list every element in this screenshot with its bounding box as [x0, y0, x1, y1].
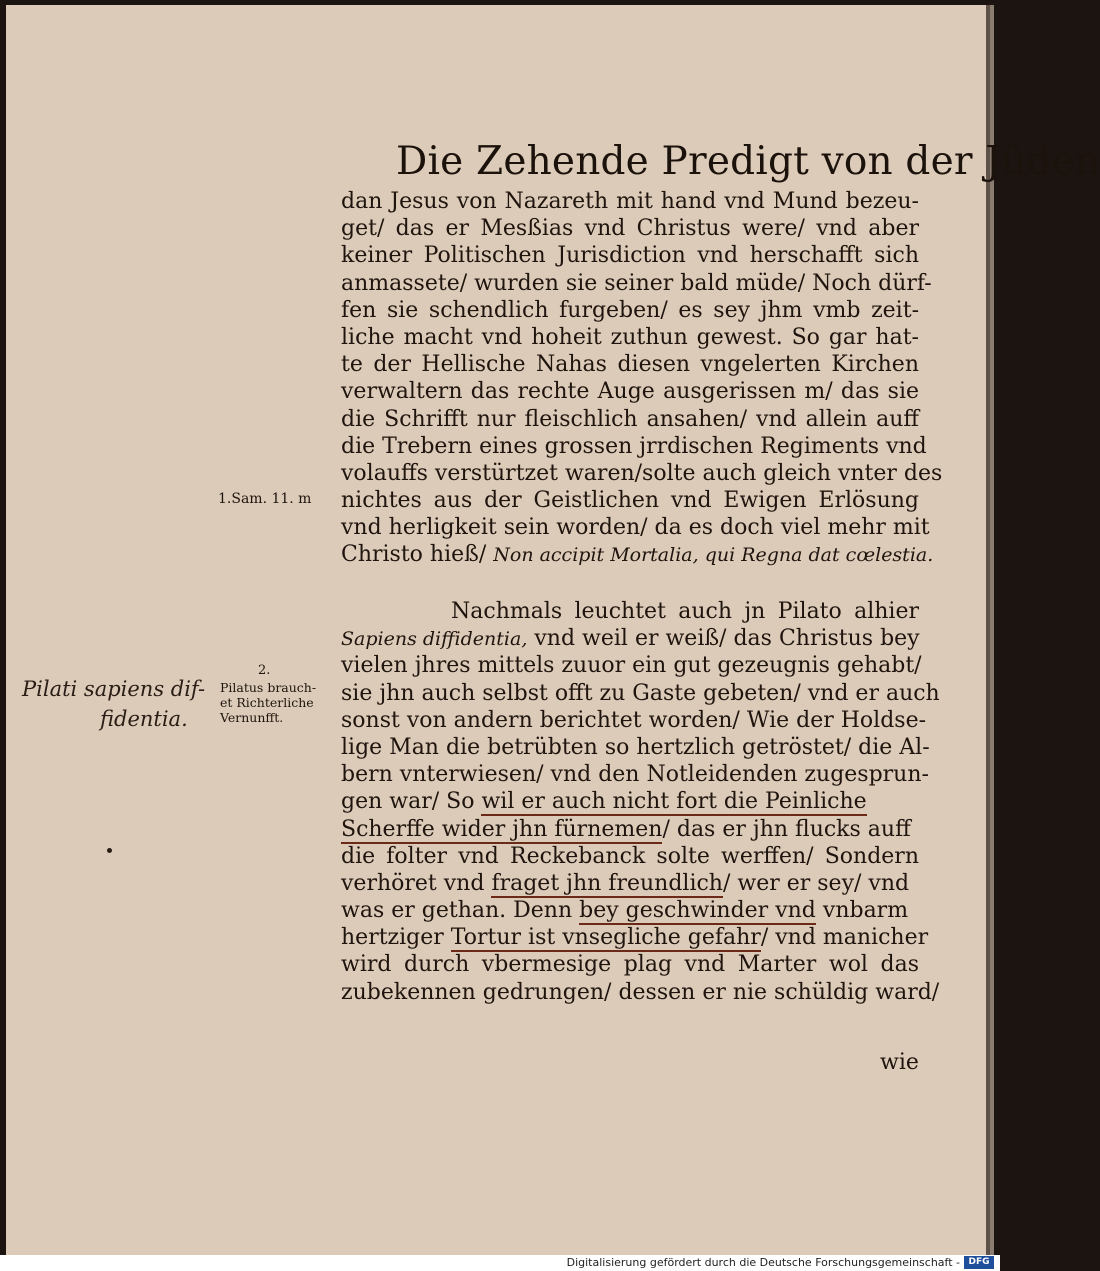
text-line: die folter vnd Reckebanck solte werffen/ Sondern	[341, 843, 919, 869]
text-line: die Trebern eines grossen jrrdischen Regiments vnd	[341, 433, 927, 459]
text-line	[341, 625, 919, 652]
text-line: vnd herligkeit sein worden/ da es doch viel mehr mit	[341, 515, 930, 541]
text-line	[341, 788, 919, 815]
text-line: sonst von andern berichtet worden/ Wie der Holdse-	[341, 707, 927, 733]
margin-number: 2.	[258, 663, 271, 678]
text-german: vnbarm	[815, 898, 909, 924]
running-header: Die Zehende Predigt von der Jüden	[396, 139, 1100, 184]
margin-reference: 1.Sam. 11. m	[218, 491, 312, 507]
text-line: volauffs verstürtzet waren/solte auch gleich vnter des	[341, 460, 943, 486]
text-line: wird durch vbermesige plag vnd Marter wol das	[341, 952, 919, 978]
handwritten-line: fidentia.	[100, 707, 188, 731]
text-german: verhöret vnd	[341, 870, 492, 896]
catchword: wie	[880, 1050, 919, 1075]
text-line	[341, 816, 919, 843]
text-line: fen sie schendlich furgeben/ es sey jhm vmb zeit-	[341, 297, 919, 323]
text-line: verwaltern das rechte Auge ausgerissen m/ das sie	[341, 379, 919, 405]
funding-notice: Digitalisierung gefördert durch die Deutsche Forschungsgemeinschaft -	[566, 1256, 960, 1269]
latin-quote: Non accipit Mortalia, qui Regna dat cœlestia.	[493, 544, 934, 567]
text-line	[341, 897, 919, 924]
handwritten-line: Pilati sapiens dif-	[22, 677, 206, 701]
text-line: anmassete/ wurden sie seiner bald müde/ Noch dürf-	[341, 270, 932, 296]
margin-note-line: et Richterliche	[220, 695, 314, 710]
text-german: was er gethan. Denn	[341, 898, 580, 924]
text-line: Nachmals leuchtet auch jn Pilato alhier	[451, 599, 919, 624]
scanned-page	[6, 5, 1100, 1255]
text-line: zubekennen gedrungen/ dessen er nie schüldig ward/	[341, 979, 940, 1005]
latin-phrase: Sapiens diffidentia,	[341, 628, 528, 651]
text-line	[341, 541, 934, 568]
underlined-phrase: wil er auch nicht fort die Peinliche	[481, 789, 867, 815]
text-line: vielen jhres mittels zuuor ein gut gezeugnis gehabt/	[341, 653, 922, 679]
dfg-logo: DFG	[964, 1256, 994, 1269]
text-line: nichtes aus der Geistlichen vnd Ewigen Erlösung	[341, 488, 919, 514]
page-edge	[990, 5, 994, 1255]
text-line: sie jhn auch selbst offt zu Gaste gebeten/ vnd er auch	[341, 680, 940, 706]
margin-note-line: Vernunfft.	[220, 710, 284, 725]
text-german: / das er jhn flucks auff	[662, 816, 911, 842]
text-german: / wer er sey/ vnd	[722, 870, 910, 896]
underlined-phrase: bey geschwinder vnd	[579, 898, 816, 924]
text-line: te der Hellische Nahas diesen vngelerten Kirchen	[341, 352, 919, 378]
paragraph-2	[341, 598, 940, 1006]
underlined-phrase: Tortur ist vnsegliche gefahr	[450, 925, 761, 951]
text-line: keiner Politischen Jurisdiction vnd herschafft sich	[341, 243, 919, 269]
margin-note	[220, 680, 316, 725]
text-german: / vnd manicher	[760, 925, 929, 951]
text-german: vnd weil er weiß/ das Christus bey	[527, 626, 920, 652]
text-line: get/ das er Mesßias vnd Christus were/ vnd aber	[341, 216, 919, 242]
paragraph-1	[341, 188, 943, 569]
text-line: liche macht vnd hoheit zuthun gewest. So gar hat-	[341, 324, 919, 350]
text-german: gen war/ So	[341, 789, 482, 815]
text-line: bern vnterwiesen/ vnd den Notleidenden zugesprun-	[341, 762, 929, 788]
ink-mark	[107, 848, 112, 853]
footer-bar	[0, 1255, 1000, 1271]
underlined-phrase: Scherffe wider jhn fürnemen	[341, 816, 663, 842]
text-line	[341, 870, 919, 897]
text-german: hertziger	[341, 925, 451, 951]
underlined-phrase: fraget jhn freundlich	[491, 870, 723, 896]
text-line: die Schrifft nur fleischlich ansahen/ vnd allein auff	[341, 406, 919, 432]
text-german: Christo hieß/	[341, 542, 494, 568]
handwritten-annotation	[22, 674, 205, 734]
text-line: lige Man die betrübten so hertzlich getröstet/ die Al-	[341, 734, 930, 760]
margin-note-line: Pilatus brauch-	[220, 680, 317, 695]
text-line	[341, 924, 929, 951]
text-line: dan Jesus von Nazareth mit hand vnd Mund bezeu-	[341, 189, 919, 214]
